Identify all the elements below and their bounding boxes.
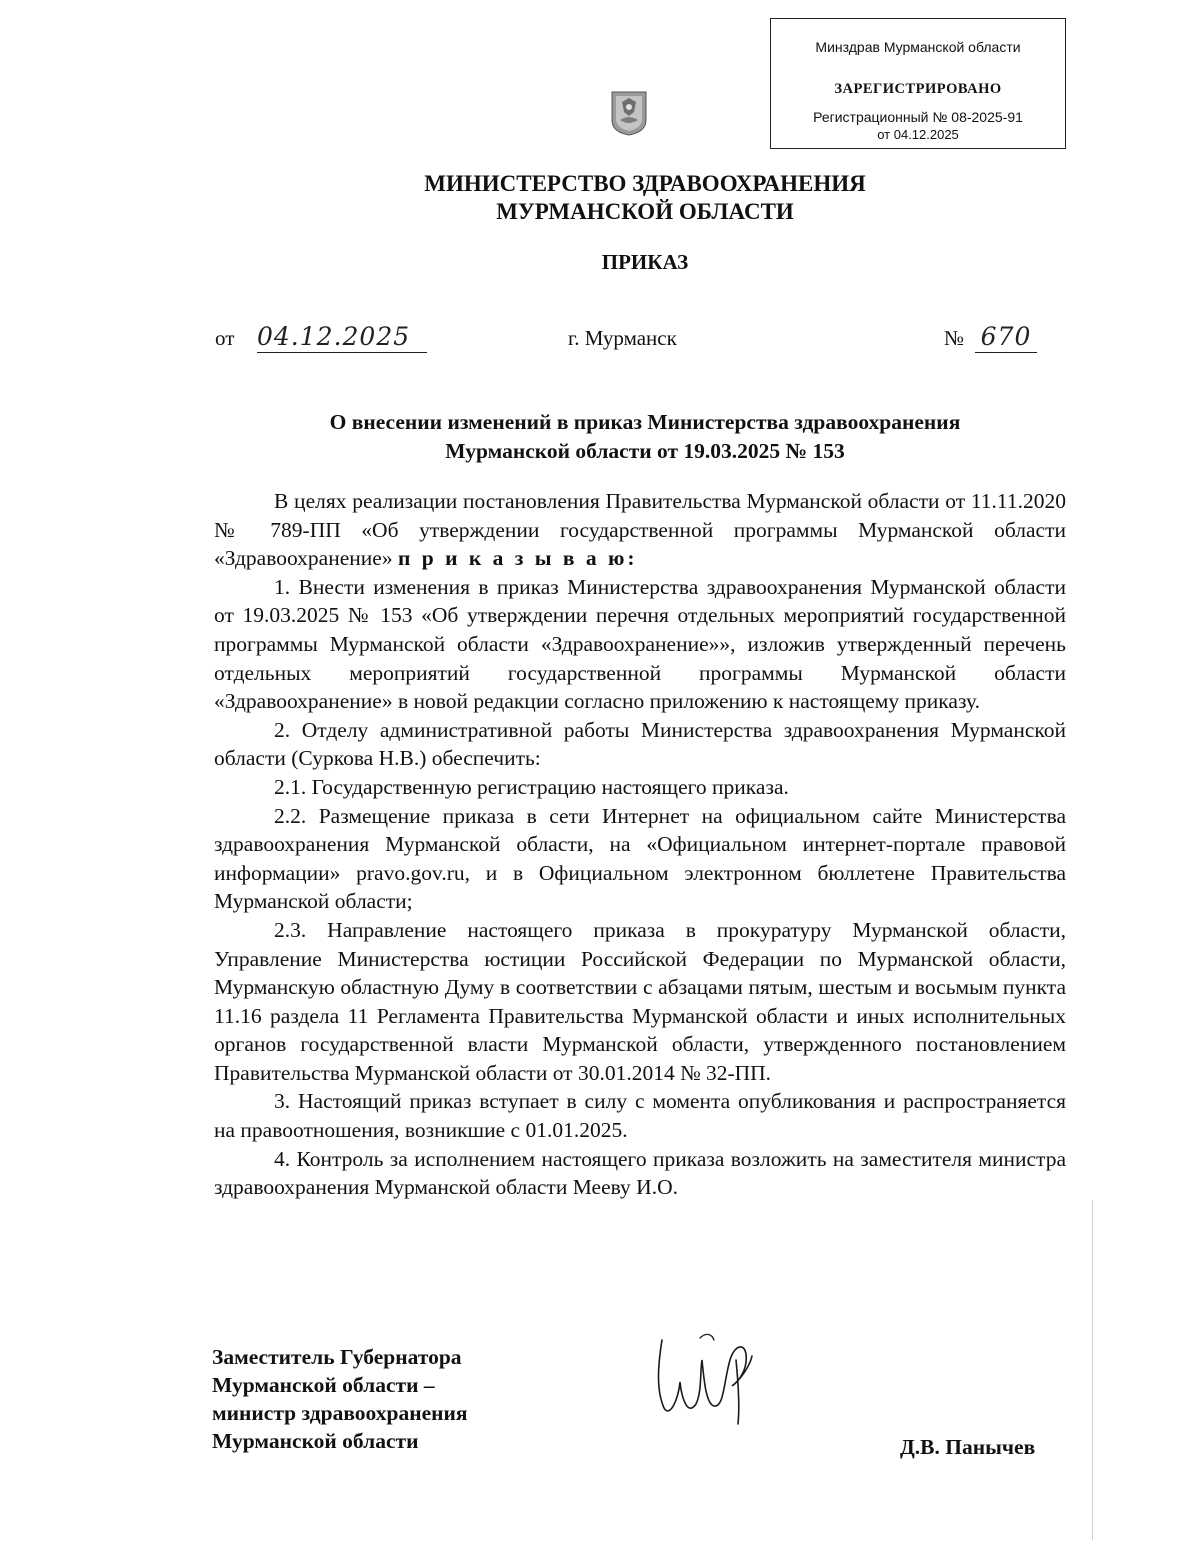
number-label: № [944, 326, 965, 350]
order-subject [0, 408, 1200, 466]
subject-line-2: Мурманской области от 19.03.2025 № 153 [445, 439, 845, 463]
stamp-status: ЗАРЕГИСТРИРОВАНО [834, 81, 1002, 97]
stamp-organization: Минздрав Мурманской области [815, 39, 1021, 55]
handwritten-date: 04.12.2025 [257, 324, 427, 353]
intro-text: В целях реализации постановления Правительства Мурманской области от 11.11.2020 № 789-ПП «Об утверждении государственной программы Мурманской области «Здравоохранение» [214, 489, 1066, 571]
order-body [214, 487, 1066, 1202]
paragraph-2-1: 2.1. Государственную регистрацию настоящего приказа. [274, 774, 789, 799]
paragraph-2-3: 2.3. Направление настоящего приказа в прокуратуру Мурманской области, Управление Министерства юстиции Российской Федерации по Мурманской области, Мурманскую областную Думу в соответствии с абзацами пятым, шестым и восьмым пункта 11.16 раздела 11 Регламента Правительства Мурманской области и иных исполнительных органов государственной власти Мурманской области, утвержденного постановлением Правительства Мурманской области от 30.01.2014 № 32-ПП. [214, 917, 1066, 1085]
stamp-date: от 04.12.2025 [877, 127, 959, 142]
handwritten-signature [640, 1320, 790, 1430]
subject-line-1: О внесении изменений в приказ Министерства здравоохранения [329, 410, 961, 434]
ministry-line-2: МУРМАНСКОЙ ОБЛАСТИ [496, 199, 794, 224]
handwritten-number: 670 [975, 324, 1037, 353]
paragraph-4: 4. Контроль за исполнением настоящего приказа возложить на заместителя министра здравоохранения Мурманской области Мееву И.О. [214, 1146, 1066, 1200]
signatory-name: Д.В. Панычев [900, 1435, 1036, 1459]
signatory-title-line-2: Мурманской области – [212, 1373, 435, 1397]
paragraph-1: 1. Внести изменения в приказ Министерства здравоохранения Мурманской области от 19.03.2025 № 153 «Об утверждении перечня отдельных мероприятий государственной программы Мурманской области «Здравоохранение»», изложив утвержденный перечень отдельных мероприятий государственной программы Мурманской области «Здравоохранение» в новой редакции согласно приложению к настоящему приказу. [214, 574, 1066, 714]
signatory-title-line-3: министр здравоохранения [212, 1401, 468, 1425]
ministry-line-1: МИНИСТЕРСТВО ЗДРАВООХРАНЕНИЯ [424, 171, 866, 196]
signatory-title [212, 1343, 468, 1455]
intro-paragraph [214, 487, 1066, 573]
paragraph-2: 2. Отделу административной работы Министерства здравоохранения Мурманской области (Суркова Н.В.) обеспечить: [214, 717, 1066, 771]
document-type: ПРИКАЗ [601, 250, 689, 274]
paragraph-3: 3. Настоящий приказ вступает в силу с момента опубликования и распространяется на правоотношения, возникшие с 01.01.2025. [214, 1089, 1066, 1143]
signatory-title-line-1: Заместитель Губернатора [212, 1345, 462, 1369]
stamp-registration-number: Регистрационный № 08-2025-91 [813, 109, 1023, 125]
date-label: от [215, 326, 235, 350]
ministry-header [0, 170, 1200, 226]
coat-of-arms-icon [610, 90, 648, 136]
registration-stamp [770, 18, 1066, 149]
order-directive: п р и к а з ы в а ю: [397, 546, 638, 571]
scan-edge-line [1092, 1200, 1093, 1540]
signatory-title-line-4: Мурманской области [212, 1429, 419, 1453]
paragraph-2-2: 2.2. Размещение приказа в сети Интернет на официальном сайте Министерства здравоохранения Мурманской области, на «Официальном интернет-портале правовой информации» pravo.gov.ru, и в Официальном электронном бюллетене Правительства Мурманской области; [214, 803, 1066, 914]
city: г. Мурманск [568, 326, 677, 350]
